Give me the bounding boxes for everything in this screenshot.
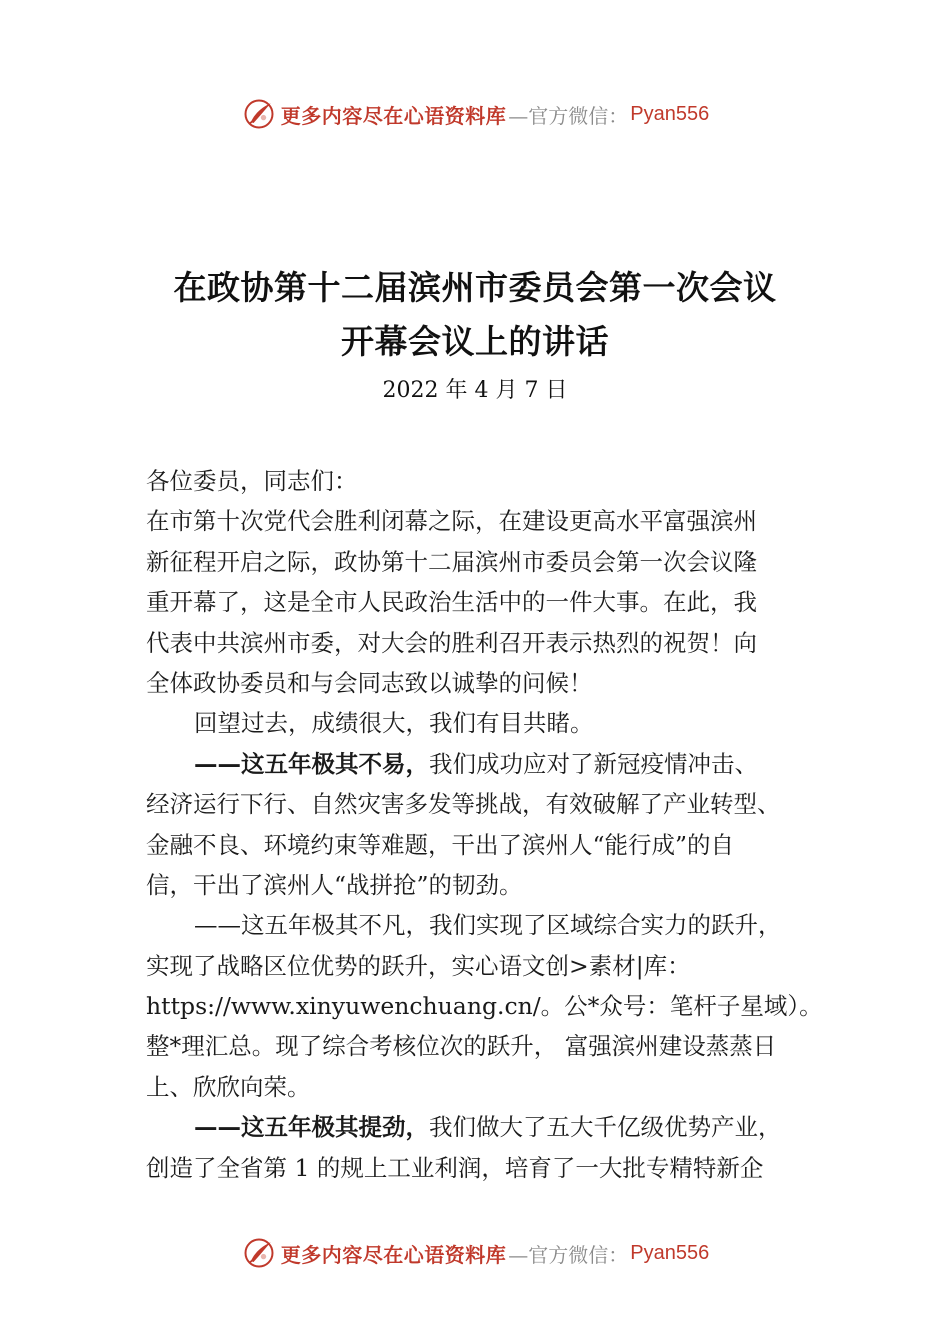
salutation: 各位委员，同志们： xyxy=(146,467,358,495)
paragraph-line: 回望过去，成绩很大，我们有目共睹。 xyxy=(194,709,594,738)
paragraph-line: 全体政协委员和与会同志致以诚挚的问候！ xyxy=(146,668,593,697)
pen-logo-icon xyxy=(241,96,277,132)
paragraph-line: 信，干出了滨州人“战拼抢”的韧劲。 xyxy=(146,870,523,899)
watermark-separator: —官方微信： xyxy=(508,103,629,128)
watermark-wechat-id: Pyan556 xyxy=(630,1241,710,1264)
paragraph-line: 整*理汇总。现了综合考核位次的跃升， 富强滨州建设蒸蒸日 xyxy=(146,1032,777,1061)
pen-logo-icon xyxy=(241,1235,277,1271)
paragraph-line: 经济运行下行、自然灾害多发等挑战，有效破解了产业转型、 xyxy=(146,790,781,819)
paragraph-text: 我们做大了五大千亿级优势产业， xyxy=(429,1113,782,1142)
paragraph-line: 创造了全省第 1 的规上工业利润，培育了一大批专精特新企 xyxy=(146,1153,764,1182)
watermark-wechat-id: Pyan556 xyxy=(630,102,710,125)
paragraph-line xyxy=(146,1107,846,1147)
watermark-banner-top xyxy=(0,92,950,136)
paragraph-line: 上、欣欣向荣。 xyxy=(146,1072,311,1101)
document-date: 2022 年 4 月 7 日 xyxy=(382,378,568,403)
paragraph-line-url: https://www.xinyuwenchuang.cn/。公*众号：笔杆子星域）。 xyxy=(146,992,823,1021)
paragraph-line: 金融不良、环境约束等难题，干出了滨州人“能行成”的自 xyxy=(146,830,735,859)
paragraph-text: 我们成功应对了新冠疫情冲击、 xyxy=(429,749,758,778)
watermark-banner-bottom xyxy=(0,1231,950,1275)
bold-lead: ——这五年极其提劲， xyxy=(194,1113,429,1142)
paragraph-line: ——这五年极其不凡，我们实现了区域综合实力的跃升， xyxy=(194,911,782,940)
document-body xyxy=(146,461,846,1188)
paragraph-line xyxy=(146,744,846,784)
document-title-line1: 在政协第十二届滨州市委员会第一次会议 xyxy=(173,268,777,307)
watermark-text: 更多内容尽在心语资料库 xyxy=(280,1242,507,1267)
paragraph-line: 重开幕了，这是全市人民政治生活中的一件大事。在此，我 xyxy=(146,588,757,617)
watermark-text: 更多内容尽在心语资料库 xyxy=(280,103,507,128)
paragraph-line: 实现了战略区位优势的跃升，实心语文创>素材|库： xyxy=(146,951,691,980)
bold-lead: ——这五年极其不易， xyxy=(194,749,429,778)
watermark-separator: —官方微信： xyxy=(508,1242,629,1267)
paragraph-line: 在市第十次党代会胜利闭幕之际，在建设更高水平富强滨州 xyxy=(146,507,757,536)
document-title-line2: 开幕会议上的讲话 xyxy=(341,322,609,361)
paragraph-line: 代表中共滨州市委，对大会的胜利召开表示热烈的祝贺！向 xyxy=(146,628,757,657)
paragraph-line: 新征程开启之际，政协第十二届滨州市委员会第一次会议隆 xyxy=(146,547,757,576)
